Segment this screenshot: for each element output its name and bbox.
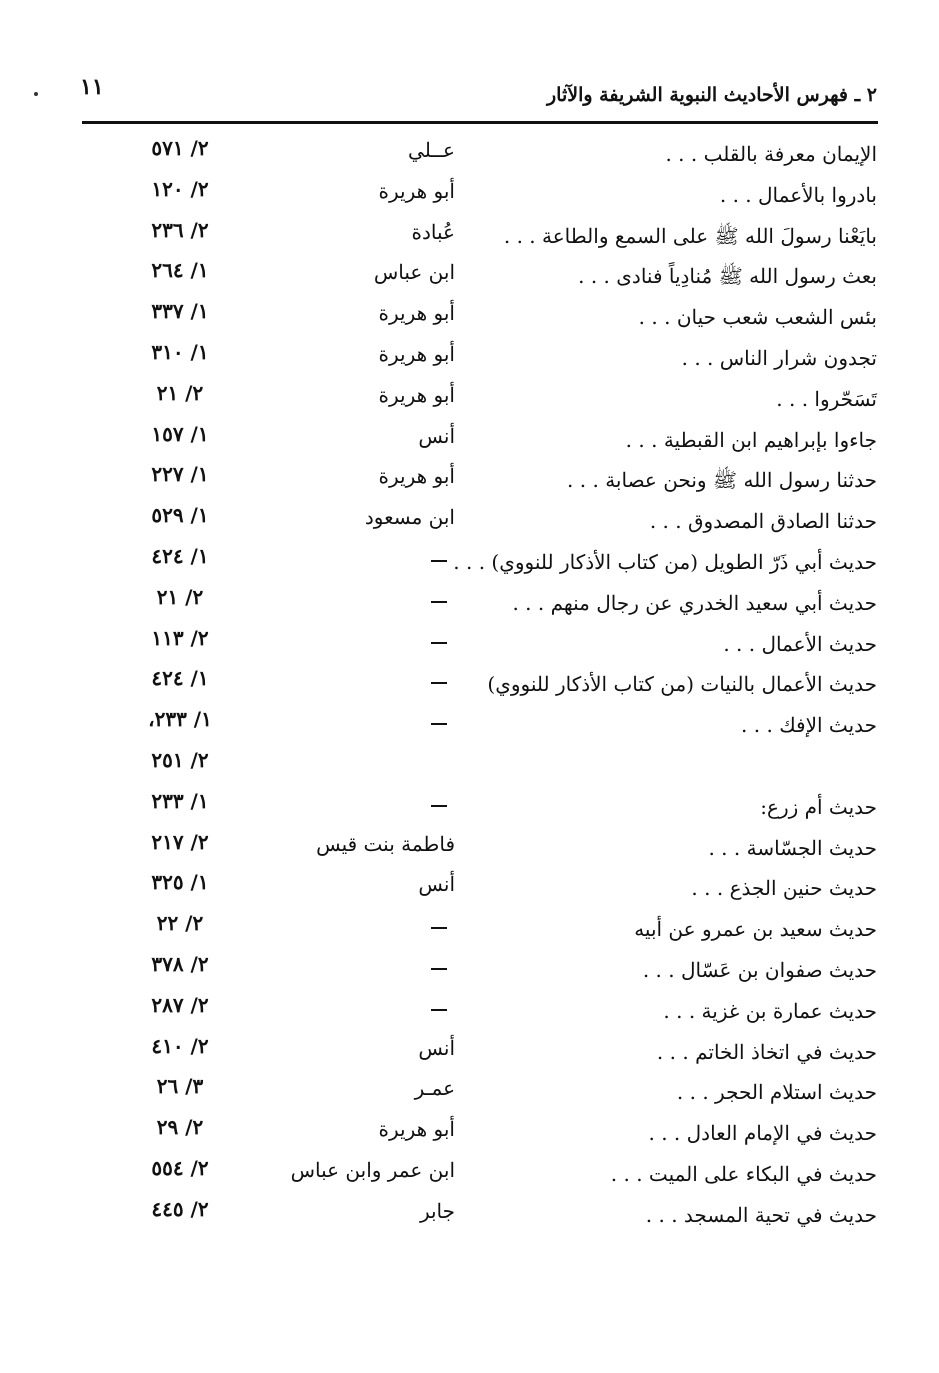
narrator-dash [431,601,447,603]
volume-page-ref: ١/ ٢٣٣ [151,788,209,813]
index-row [0,460,939,501]
volume-page-ref: ٢/ ٢١٧ [151,829,209,854]
narrator-dash [431,560,447,562]
volume-page-ref: ٢/ ٤٤٥ [151,1196,209,1221]
hadith-text: حديث في اتخاذ الخاتم . . . [656,1039,877,1064]
hadith-text: حديث حنين الجذع . . . [691,876,877,901]
index-row [0,1154,939,1195]
hadith-text: بايَعْنا رسولَ الله ﷺ على السمع والطاعة . . . [503,223,877,248]
volume-page-ref: ١/ ٤٢٤ [151,543,209,568]
narrator: ابن عباس [373,260,455,285]
index-row [0,991,939,1032]
running-title: ٢ ـ فهرس الأحاديث النبوية الشريفة والآثار [547,84,877,106]
volume-page-ref: ١/ ٣٢٥ [151,870,209,895]
volume-page-ref: ٢/ ٣٧٨ [151,951,209,976]
narrator: أنس [418,423,455,448]
volume-page-ref: ٢/ ٢٥١ [151,747,209,772]
volume-page-ref: ٢/ ٢١ [156,584,204,609]
index-row [0,705,939,746]
hadith-text: حديث أم زرع: [760,794,877,819]
hadith-text: حديث استلام الحجر . . . [676,1080,877,1105]
hadith-text: الإيمان معرفة بالقلب . . . [665,142,877,166]
index-row [0,256,939,297]
index-row [0,338,939,379]
narrator: أبو هريرة [378,341,455,366]
hadith-index-table [0,134,939,1236]
index-row [0,746,939,787]
hadith-text: حدثنا الصادق المصدوق . . . [649,509,877,534]
narrator: أبو هريرة [378,178,455,203]
narrator: جابر [419,1198,455,1223]
narrator: عُبادة [411,219,455,244]
hadith-text: بادروا بالأعمال . . . [719,182,877,207]
index-row [0,297,939,338]
narrator: أنس [418,1035,455,1060]
hadith-text: حديث عمارة بن غزية . . . [663,998,877,1023]
index-row [0,950,939,991]
narrator-dash [431,682,447,684]
index-row [0,542,939,583]
index-row [0,134,939,175]
volume-page-ref: ١/ ٤٢٤ [151,666,209,691]
hadith-text: حدثنا رسول الله ﷺ ونحن عصابة . . . [567,468,877,493]
index-row [0,1113,939,1154]
hadith-text: حديث أبي ذَرّ الطويل (من كتاب الأذكار للنووي) . . . [453,549,877,574]
index-row [0,664,939,705]
volume-page-ref: ١/ ٣٣٧ [151,299,209,324]
index-row [0,379,939,420]
header-rule [82,121,878,124]
volume-page-ref: ٢/ ٢٩ [156,1115,204,1140]
index-row [0,1032,939,1073]
index-row [0,420,939,461]
hadith-text: حديث الإفك . . . [741,713,877,738]
narrator-dash [431,805,447,807]
hadith-text: حديث صفوان بن عَسّال . . . [642,957,877,982]
volume-page-ref: ١/ ٣١٠ [151,339,209,364]
index-row [0,1195,939,1236]
hadith-text: حديث في الإمام العادل . . . [648,1121,877,1146]
hadith-text: حديث الجسّاسة . . . [708,835,877,860]
hadith-text: تَسَحّروا . . . [776,386,877,411]
index-row [0,216,939,257]
hadith-text: حديث في تحية المسجد . . . [645,1202,877,1227]
hadith-text: حديث سعيد بن عمرو عن أبيه [634,917,877,942]
narrator: أبو هريرة [378,464,455,489]
volume-page-ref: ١/ ٢٣٣، [148,707,212,732]
hadith-text: حديث الأعمال بالنيات (من كتاب الأذكار للنووي) [487,672,877,697]
volume-page-ref: ٢/ ٤١٠ [151,1033,209,1058]
narrator: أبو هريرة [378,1117,455,1142]
index-row [0,909,939,950]
margin-dot [34,92,38,96]
volume-page-ref: ٢/ ١١٣ [151,625,209,650]
hadith-text: حديث في البكاء على الميت . . . [610,1161,877,1186]
volume-page-ref: ٢/ ٢١ [156,380,204,405]
index-row [0,175,939,216]
volume-page-ref: ١/ ٢٢٧ [151,462,209,487]
index-row [0,828,939,869]
narrator-dash [431,1009,447,1011]
narrator-dash [431,968,447,970]
volume-page-ref: ١/ ١٥٧ [151,421,209,446]
index-row [0,501,939,542]
volume-page-ref: ٢/ ٥٧١ [151,136,209,160]
narrator-dash [431,927,447,929]
index-row [0,624,939,665]
volume-page-ref: ٣/ ٢٦ [156,1074,204,1099]
narrator: ابن مسعود [364,505,455,530]
volume-page-ref: ١/ ٢٦٤ [151,258,209,283]
narrator: عــلي [408,138,455,162]
hadith-text: بئس الشعب شعب حيان . . . [638,305,877,330]
index-row [0,1072,939,1113]
hadith-text: جاءوا بإبراهيم ابن القبطية . . . [625,427,877,452]
narrator: أبو هريرة [378,382,455,407]
narrator: عمـر [414,1076,455,1101]
volume-page-ref: ٢/ ٢٨٧ [151,992,209,1017]
hadith-text: حديث الأعمال . . . [723,631,877,656]
index-row [0,787,939,828]
volume-page-ref: ٢/ ١٢٠ [151,176,209,201]
narrator: فاطمة بنت قيس [316,831,455,856]
volume-page-ref: ٢/ ٢٣٦ [151,217,209,242]
index-row [0,868,939,909]
hadith-text: بعث رسول الله ﷺ مُنادِياً فنادى . . . [578,264,877,289]
page-number: ١١ [80,74,104,100]
narrator-dash [431,642,447,644]
narrator-dash [431,723,447,725]
narrator: ابن عمر وابن عباس [290,1157,455,1182]
narrator: أنس [418,872,455,897]
volume-page-ref: ٢/ ٥٥٤ [151,1155,209,1180]
volume-page-ref: ١/ ٥٢٩ [151,503,209,528]
narrator: أبو هريرة [378,301,455,326]
index-row [0,583,939,624]
hadith-text: حديث أبي سعيد الخدري عن رجال منهم . . . [512,590,877,615]
hadith-text: تجدون شرار الناس . . . [681,345,877,370]
volume-page-ref: ٢/ ٢٢ [156,911,204,936]
